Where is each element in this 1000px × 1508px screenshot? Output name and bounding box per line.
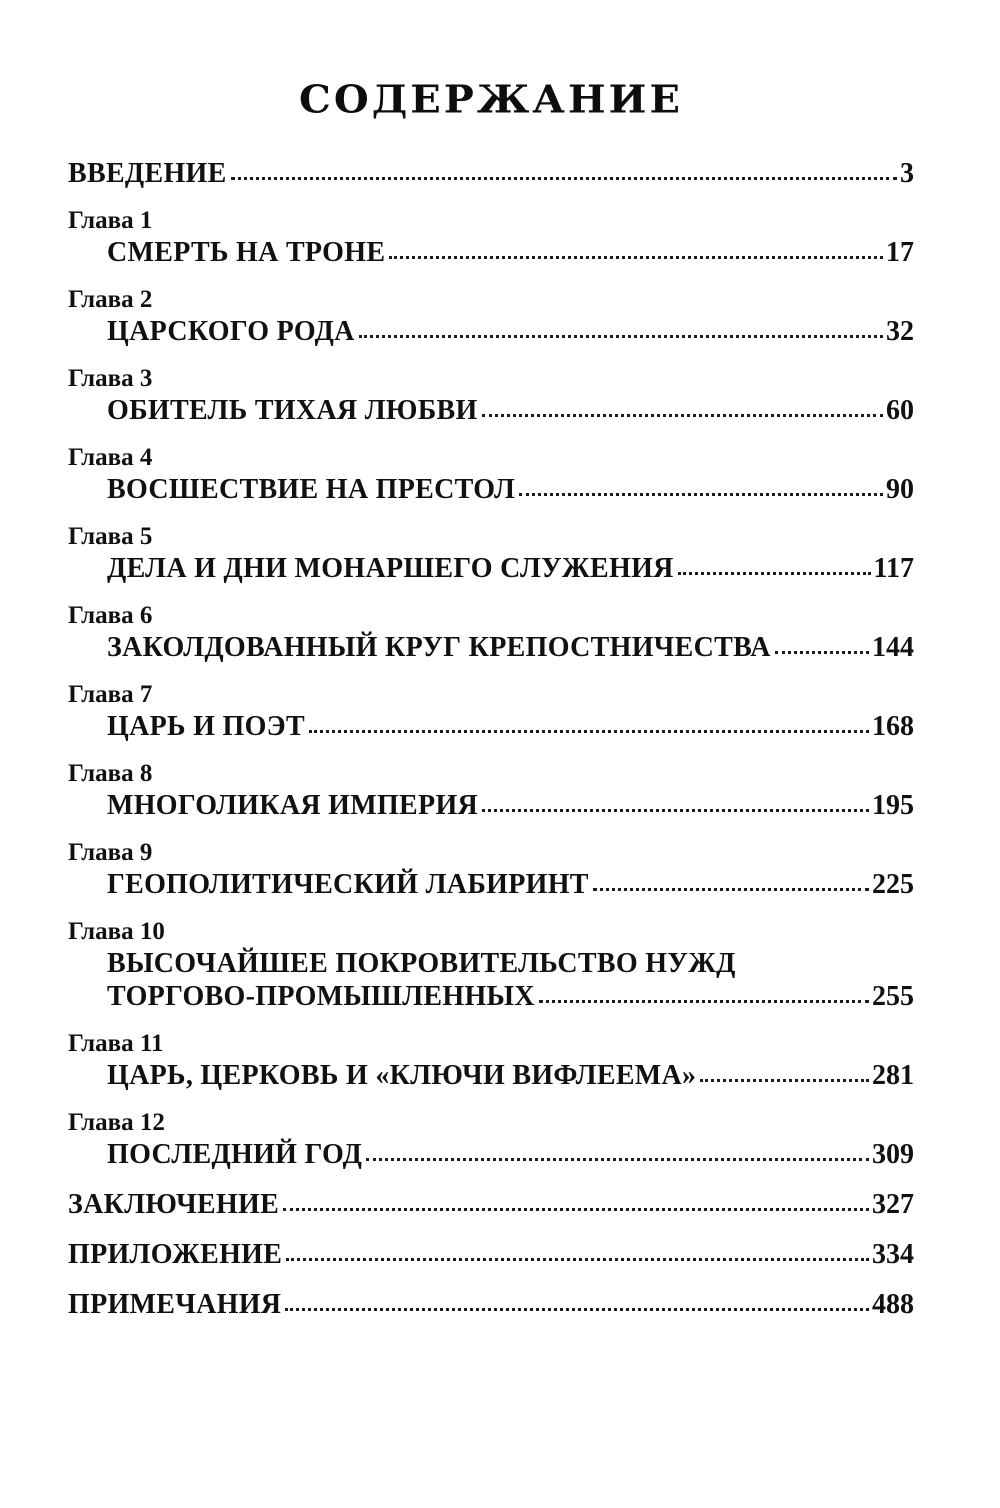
entry-title: ОБИТЕЛЬ ТИХАЯ ЛЮБВИ <box>107 395 478 426</box>
entry-body <box>68 473 914 506</box>
page-number: 32 <box>886 316 914 347</box>
chapter-number-label: Глава 11 <box>68 1030 164 1057</box>
chapter-number-label: Глава 9 <box>68 839 153 866</box>
entry-title: ДЕЛА И ДНИ МОНАРШЕГО СЛУЖЕНИЯ <box>107 553 674 584</box>
dot-leader <box>539 1000 869 1003</box>
chapter-number-label: Глава 5 <box>68 523 153 550</box>
toc-entry <box>68 1238 914 1271</box>
entry-body <box>68 1238 914 1271</box>
entry-body <box>68 1138 914 1171</box>
toc-entry <box>68 1107 914 1171</box>
entry-title: ПРИМЕЧАНИЯ <box>68 1289 282 1320</box>
page-number: 60 <box>886 395 914 426</box>
toc-entry <box>68 1028 914 1092</box>
toc-entry <box>68 600 914 664</box>
entry-body <box>68 157 914 190</box>
toc-entry <box>68 157 914 190</box>
entry-title-row <box>107 552 914 585</box>
entry-title-row <box>107 236 914 269</box>
entry-body <box>68 631 914 664</box>
page-number: 17 <box>886 237 914 268</box>
dot-leader <box>700 1079 869 1082</box>
page-number: 225 <box>872 869 914 900</box>
chapter-number-label: Глава 7 <box>68 681 153 708</box>
entry-title: ЗАКОЛДОВАННЫЙ КРУГ КРЕПОСТНИЧЕСТВА <box>107 632 771 663</box>
entry-title-row <box>107 1138 914 1171</box>
entry-body <box>68 1059 914 1092</box>
dot-leader <box>285 1308 869 1311</box>
dot-leader <box>309 730 869 733</box>
entry-title-row <box>107 1059 914 1092</box>
entry-body <box>68 868 914 901</box>
entry-title: ВВЕДЕНИЕ <box>68 158 227 189</box>
toc-entry <box>68 837 914 901</box>
page-number: 168 <box>872 711 914 742</box>
entry-body <box>68 552 914 585</box>
entry-body <box>68 236 914 269</box>
chapter-number-label: Глава 1 <box>68 207 153 234</box>
entry-body <box>68 315 914 348</box>
dot-leader <box>283 1208 869 1211</box>
chapter-number-label: Глава 8 <box>68 760 153 787</box>
page-number: 327 <box>872 1189 914 1220</box>
dot-leader <box>231 177 897 180</box>
entry-title-row <box>107 789 914 822</box>
toc-entry <box>68 758 914 822</box>
entry-title: ЦАРЬ, ЦЕРКОВЬ И «КЛЮЧИ ВИФЛЕЕМА» <box>107 1060 697 1091</box>
toc-entry <box>68 679 914 743</box>
dot-leader <box>482 809 869 812</box>
page-number: 255 <box>872 981 914 1012</box>
entry-title: ПРИЛОЖЕНИЕ <box>68 1239 283 1270</box>
dot-leader <box>678 572 871 575</box>
toc-entry <box>68 1288 914 1321</box>
toc-entry <box>68 1188 914 1221</box>
chapter-number-label: Глава 12 <box>68 1109 165 1136</box>
page-number: 144 <box>872 632 914 663</box>
entry-title-row <box>107 631 914 664</box>
page-number: 90 <box>886 474 914 505</box>
chapter-number-label: Глава 3 <box>68 365 153 392</box>
entry-title: ЦАРЬ И ПОЭТ <box>107 711 305 742</box>
chapter-number-label: Глава 6 <box>68 602 153 629</box>
dot-leader <box>389 256 883 259</box>
dot-leader <box>366 1158 869 1161</box>
entry-title-row <box>68 1188 914 1221</box>
entry-title-line: ВЫСОЧАЙШЕЕ ПОКРОВИТЕЛЬСТВО НУЖД <box>107 948 736 979</box>
page-number: 3 <box>900 158 914 189</box>
entry-title-row <box>107 980 914 1013</box>
toc-entry <box>68 363 914 427</box>
entry-body <box>68 789 914 822</box>
entry-title: ЗАКЛЮЧЕНИЕ <box>68 1189 280 1220</box>
toc-entry <box>68 205 914 269</box>
entry-title-row <box>107 868 914 901</box>
entry-title: ВОСШЕСТВИЕ НА ПРЕСТОЛ <box>107 474 516 505</box>
chapter-number-label: Глава 10 <box>68 918 165 945</box>
entry-title: ГЕОПОЛИТИЧЕСКИЙ ЛАБИРИНТ <box>107 869 589 900</box>
toc-entry <box>68 284 914 348</box>
entry-title: СМЕРТЬ НА ТРОНЕ <box>107 237 386 268</box>
entry-body <box>68 1288 914 1321</box>
entry-title-row <box>68 157 914 190</box>
entry-title-row <box>107 394 914 427</box>
chapter-number-label: Глава 4 <box>68 444 153 471</box>
entry-title-row <box>68 1288 914 1321</box>
entry-title-row <box>107 473 914 506</box>
entry-title-row <box>107 315 914 348</box>
entry-title-row <box>68 1238 914 1271</box>
entry-body <box>68 710 914 743</box>
entry-title: ПОСЛЕДНИЙ ГОД <box>107 1139 363 1170</box>
page-number: 281 <box>872 1060 914 1091</box>
dot-leader <box>286 1258 869 1261</box>
toc-list <box>68 157 914 1321</box>
toc-entry <box>68 442 914 506</box>
entry-title: МНОГОЛИКАЯ ИМПЕРИЯ <box>107 790 479 821</box>
page-number: 117 <box>873 553 914 584</box>
page-number: 309 <box>872 1139 914 1170</box>
page-number: 195 <box>872 790 914 821</box>
chapter-number-label: Глава 2 <box>68 286 153 313</box>
entry-body <box>68 947 914 1013</box>
dot-leader <box>775 651 869 654</box>
entry-title: ТОРГОВО-ПРОМЫШЛЕННЫХ <box>107 981 535 1012</box>
dot-leader <box>593 888 869 891</box>
contents-title: СОДЕРЖАНИЕ <box>299 77 683 122</box>
dot-leader <box>482 414 883 417</box>
page-number: 334 <box>872 1239 914 1270</box>
toc-entry <box>68 916 914 1013</box>
entry-title: ЦАРСКОГО РОДА <box>107 316 355 347</box>
dot-leader <box>359 335 883 338</box>
entry-body <box>68 394 914 427</box>
dot-leader <box>519 493 883 496</box>
entry-body <box>68 1188 914 1221</box>
entry-title-row <box>107 710 914 743</box>
toc-entry <box>68 521 914 585</box>
page-number: 488 <box>872 1289 914 1320</box>
